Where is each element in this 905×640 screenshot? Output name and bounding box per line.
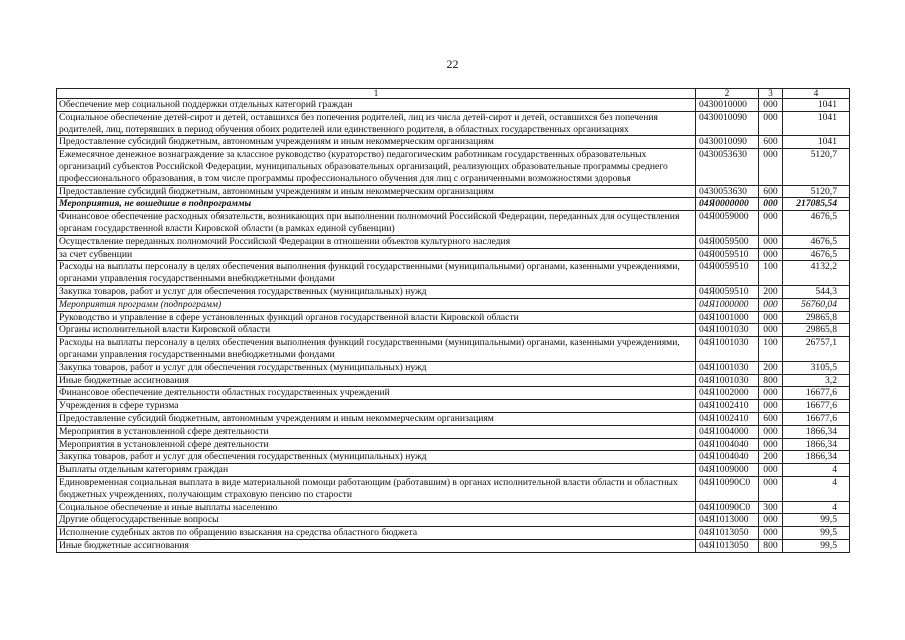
row-name: Финансовое обеспечение расходных обязательств, возникающих при выполнении полномочий Российской Федерации, переданных для осуществления органам государственной власти Кировской области (в рамках единой субвенции) xyxy=(57,211,696,236)
table-row xyxy=(57,198,850,211)
table-row xyxy=(57,311,850,324)
table-row xyxy=(57,514,850,527)
table-row xyxy=(57,185,850,198)
row-amount: 5120,7 xyxy=(783,185,850,198)
table-row xyxy=(57,361,850,374)
row-code: 04Я1013000 xyxy=(696,514,759,527)
row-type: 000 xyxy=(759,311,783,324)
table-row xyxy=(57,136,850,149)
row-name: Мероприятия в установленной сфере деятельности xyxy=(57,425,696,438)
row-amount: 4676,5 xyxy=(783,235,850,248)
row-name: Социальное обеспечение и иные выплаты населению xyxy=(57,501,696,514)
row-type: 000 xyxy=(759,211,783,236)
row-code: 04Я1001030 xyxy=(696,324,759,337)
row-code: 04Я1004000 xyxy=(696,425,759,438)
table-row xyxy=(57,387,850,400)
table-row xyxy=(57,464,850,477)
header-col-2: 2 xyxy=(696,89,759,99)
row-code: 04Я1013050 xyxy=(696,539,759,552)
page-number: 22 xyxy=(446,57,459,71)
table-row xyxy=(57,111,850,136)
row-amount: 16677,6 xyxy=(783,412,850,425)
row-name: Единовременная социальная выплата в виде материальной помощи работающим (работавшим) в органах исполнительной власти области и областных бюджетных учреждениях, получающим страховую пенсию по старости xyxy=(57,476,696,501)
row-name: Мероприятия в установленной сфере деятельности xyxy=(57,438,696,451)
row-amount: 99,5 xyxy=(783,539,850,552)
row-name: Осуществление переданных полномочий Российской Федерации в отношении объектов культурного наследия xyxy=(57,235,696,248)
row-name: Иные бюджетные ассигнования xyxy=(57,539,696,552)
row-name: Предоставление субсидий бюджетным, автономным учреждениям и иным некоммерческим организациям xyxy=(57,136,696,149)
row-code: 04Я1004040 xyxy=(696,451,759,464)
row-type: 000 xyxy=(759,476,783,501)
row-code: 04Я10090С0 xyxy=(696,501,759,514)
row-code: 0430010090 xyxy=(696,111,759,136)
table-row xyxy=(57,285,850,298)
table-row xyxy=(57,476,850,501)
row-name: Исполнение судебных актов по обращению взыскания на средства областного бюджета xyxy=(57,527,696,540)
row-type: 000 xyxy=(759,111,783,136)
row-type: 000 xyxy=(759,438,783,451)
row-amount: 29865,8 xyxy=(783,311,850,324)
row-amount: 544,3 xyxy=(783,285,850,298)
header-col-1: 1 xyxy=(57,89,696,99)
row-amount: 1866,34 xyxy=(783,425,850,438)
row-type: 000 xyxy=(759,198,783,211)
row-code: 04Я0059510 xyxy=(696,248,759,261)
row-name: Другие общегосударственные вопросы xyxy=(57,514,696,527)
row-type: 000 xyxy=(759,464,783,477)
row-amount: 4 xyxy=(783,476,850,501)
row-code: 0430010090 xyxy=(696,136,759,149)
table-row xyxy=(57,425,850,438)
row-code: 04Я1002000 xyxy=(696,387,759,400)
row-amount: 26757,1 xyxy=(783,337,850,362)
row-name: за счет субвенции xyxy=(57,248,696,261)
row-name: Расходы на выплаты персоналу в целях обеспечения выполнения функций государственными (муниципальными) органами, казенными учреждениями, органами управления государственными внебюджетными фондами xyxy=(57,261,696,286)
row-name: Мероприятия, не вошедшие в подпрограммы xyxy=(57,198,696,211)
table-row xyxy=(57,261,850,286)
row-type: 800 xyxy=(759,374,783,387)
row-code: 04Я0059510 xyxy=(696,285,759,298)
row-code: 0430053630 xyxy=(696,149,759,185)
row-amount: 99,5 xyxy=(783,514,850,527)
row-amount: 4132,2 xyxy=(783,261,850,286)
header-col-4: 4 xyxy=(783,89,850,99)
row-type: 000 xyxy=(759,425,783,438)
row-amount: 29865,8 xyxy=(783,324,850,337)
row-code: 04Я1001030 xyxy=(696,337,759,362)
budget-table xyxy=(56,88,850,553)
row-amount: 217085,54 xyxy=(783,198,850,211)
row-code: 04Я1002410 xyxy=(696,412,759,425)
table-row xyxy=(57,149,850,185)
table-row xyxy=(57,374,850,387)
row-type: 000 xyxy=(759,298,783,311)
row-type: 000 xyxy=(759,387,783,400)
row-type: 600 xyxy=(759,412,783,425)
table-header-row xyxy=(57,89,850,99)
row-amount: 99,5 xyxy=(783,527,850,540)
row-code: 04Я0059510 xyxy=(696,261,759,286)
row-type: 000 xyxy=(759,235,783,248)
row-name: Социальное обеспечение детей-сирот и детей, оставшихся без попечения родителей, лиц из числа детей-сирот и детей, оставшихся без попечения родителей, лиц, потерявших в период обучения обоих родителей или единственного родителя, в областных государственных организациях xyxy=(57,111,696,136)
row-type: 100 xyxy=(759,337,783,362)
row-amount: 4676,5 xyxy=(783,248,850,261)
row-code: 04Я1013050 xyxy=(696,527,759,540)
row-amount: 4676,5 xyxy=(783,211,850,236)
table-row xyxy=(57,527,850,540)
row-name: Ежемесячное денежное вознаграждение за классное руководство (кураторство) педагогическим работникам государственных образовательных организаций субъектов Российской Федерации, муниципальных образовательных организаций, реализующих образовательные программы среднего профессионального образования, в том числе программы профессионального обучения для лиц с ограниченными возможностями здоровья xyxy=(57,149,696,185)
row-code: 0430010000 xyxy=(696,99,759,112)
row-type: 000 xyxy=(759,99,783,112)
table-row xyxy=(57,337,850,362)
row-type: 600 xyxy=(759,136,783,149)
row-name: Финансовое обеспечение деятельности областных государственных учреждений xyxy=(57,387,696,400)
row-amount: 56760,04 xyxy=(783,298,850,311)
row-name: Мероприятия программ (подпрограмм) xyxy=(57,298,696,311)
row-code: 04Я0059500 xyxy=(696,235,759,248)
row-amount: 1041 xyxy=(783,136,850,149)
row-type: 200 xyxy=(759,451,783,464)
table-row xyxy=(57,451,850,464)
row-amount: 4 xyxy=(783,501,850,514)
row-amount: 5120,7 xyxy=(783,149,850,185)
table-row xyxy=(57,539,850,552)
table-row xyxy=(57,99,850,112)
row-code: 04Я0059000 xyxy=(696,211,759,236)
row-code: 04Я1000000 xyxy=(696,298,759,311)
row-name: Учреждения в сфере туризма xyxy=(57,400,696,413)
row-name: Обеспечение мер социальной поддержки отдельных категорий граждан xyxy=(57,99,696,112)
row-code: 04Я1001030 xyxy=(696,361,759,374)
row-name: Предоставление субсидий бюджетным, автономным учреждениям и иным некоммерческим организациям xyxy=(57,185,696,198)
row-name: Иные бюджетные ассигнования xyxy=(57,374,696,387)
row-type: 000 xyxy=(759,527,783,540)
row-amount: 1041 xyxy=(783,111,850,136)
row-amount: 1866,34 xyxy=(783,438,850,451)
row-type: 200 xyxy=(759,361,783,374)
row-name: Закупка товаров, работ и услуг для обеспечения государственных (муниципальных) нужд xyxy=(57,451,696,464)
table-row xyxy=(57,298,850,311)
table-row xyxy=(57,248,850,261)
row-name: Закупка товаров, работ и услуг для обеспечения государственных (муниципальных) нужд xyxy=(57,361,696,374)
row-amount: 16677,6 xyxy=(783,400,850,413)
table-row xyxy=(57,400,850,413)
row-type: 200 xyxy=(759,285,783,298)
row-type: 000 xyxy=(759,248,783,261)
table-row xyxy=(57,324,850,337)
row-type: 000 xyxy=(759,514,783,527)
row-amount: 16677,6 xyxy=(783,387,850,400)
row-code: 04Я1001030 xyxy=(696,374,759,387)
row-code: 04Я1004040 xyxy=(696,438,759,451)
row-type: 000 xyxy=(759,149,783,185)
row-name: Руководство и управление в сфере установленных функций органов государственной власти Кировской области xyxy=(57,311,696,324)
row-code: 04Я1002410 xyxy=(696,400,759,413)
table-row xyxy=(57,235,850,248)
table-row xyxy=(57,412,850,425)
header-col-3: 3 xyxy=(759,89,783,99)
row-amount: 3,2 xyxy=(783,374,850,387)
row-type: 800 xyxy=(759,539,783,552)
row-type: 100 xyxy=(759,261,783,286)
row-name: Выплаты отдельным категориям граждан xyxy=(57,464,696,477)
table-row xyxy=(57,438,850,451)
row-name: Предоставление субсидий бюджетным, автономным учреждениям и иным некоммерческим организациям xyxy=(57,412,696,425)
row-name: Расходы на выплаты персоналу в целях обеспечения выполнения функций государственными (муниципальными) органами, казенными учреждениями, органами управления государственными внебюджетными фондами xyxy=(57,337,696,362)
row-amount: 1041 xyxy=(783,99,850,112)
row-amount: 1866,34 xyxy=(783,451,850,464)
row-amount: 3105,5 xyxy=(783,361,850,374)
row-type: 300 xyxy=(759,501,783,514)
row-type: 000 xyxy=(759,324,783,337)
row-name: Закупка товаров, работ и услуг для обеспечения государственных (муниципальных) нужд xyxy=(57,285,696,298)
row-code: 04Я1001000 xyxy=(696,311,759,324)
row-code: 0430053630 xyxy=(696,185,759,198)
row-type: 600 xyxy=(759,185,783,198)
table-row xyxy=(57,211,850,236)
table-row xyxy=(57,501,850,514)
row-type: 000 xyxy=(759,400,783,413)
row-name: Органы исполнительной власти Кировской области xyxy=(57,324,696,337)
row-code: 04Я0000000 xyxy=(696,198,759,211)
row-amount: 4 xyxy=(783,464,850,477)
row-code: 04Я1009000 xyxy=(696,464,759,477)
row-code: 04Я10090С0 xyxy=(696,476,759,501)
